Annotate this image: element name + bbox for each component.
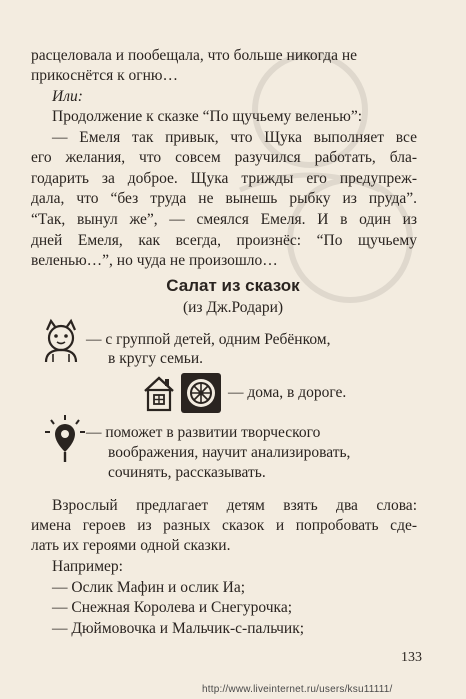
lightbulb-idea-icon	[44, 414, 86, 464]
text-line: его желания, что совсем разучился работать, бла-	[31, 149, 417, 166]
text-line: Продолжение к сказке “По щучьему веленью”:	[52, 108, 363, 125]
text-line: годарить за доброе. Щука трижды его предупреж-	[31, 170, 417, 187]
example-item: — Снежная Королева и Снегурочка;	[52, 599, 293, 616]
body-paragraph-line: имена героев из разных сказок и попробовать сде-	[31, 517, 417, 534]
house-icon	[142, 373, 176, 413]
wheel-road-icon	[180, 372, 222, 414]
legend-benefit-text: — поможет в развитии творческого	[86, 424, 321, 441]
text-line-italic: Или:	[52, 88, 83, 105]
legend-benefit-text: воображения, научит анализировать,	[108, 444, 351, 461]
legend-group-text: — с группой детей, одним Ребёнком,	[86, 331, 331, 348]
text-line: прикоснётся к огню…	[31, 67, 179, 84]
example-label: Например:	[52, 558, 123, 575]
section-title: Салат из сказок	[166, 276, 300, 295]
legend-group-text: в кругу семьи.	[108, 350, 203, 367]
text-line: дней Емеля, как всегда, произнёс: “По щучьему	[31, 232, 417, 249]
text-line: — Емеля так привык, что Щука выполняет все	[52, 129, 417, 146]
example-item: — Дюймовочка и Мальчик-с-пальчик;	[52, 620, 305, 637]
text-line: расцеловала и пообещала, что больше никогда не	[31, 47, 358, 64]
text-line: дала, что “без труда не вынешь рыбку из пруда”.	[31, 190, 417, 207]
legend-place-text: — дома, в дороге.	[228, 384, 347, 401]
text-line: “Так, вынул же”, — смеялся Емеля. И в один из	[31, 211, 417, 228]
body-paragraph-line: лать их героями одной сказки.	[31, 537, 231, 554]
page-number: 133	[401, 650, 422, 665]
body-paragraph-line: Взрослый предлагает детям взять два слова:	[52, 497, 417, 514]
watermark-url: http://www.liveinternet.ru/users/ksu11111/	[202, 684, 393, 695]
section-subtitle: (из Дж.Родари)	[182, 299, 284, 316]
legend-benefit-text: сочинять, рассказывать.	[108, 464, 266, 481]
text-line: веленью…”, но чуда не произошло…	[31, 252, 278, 269]
example-item: — Ослик Мафин и ослик Иа;	[52, 579, 246, 596]
cat-group-icon	[38, 318, 84, 364]
